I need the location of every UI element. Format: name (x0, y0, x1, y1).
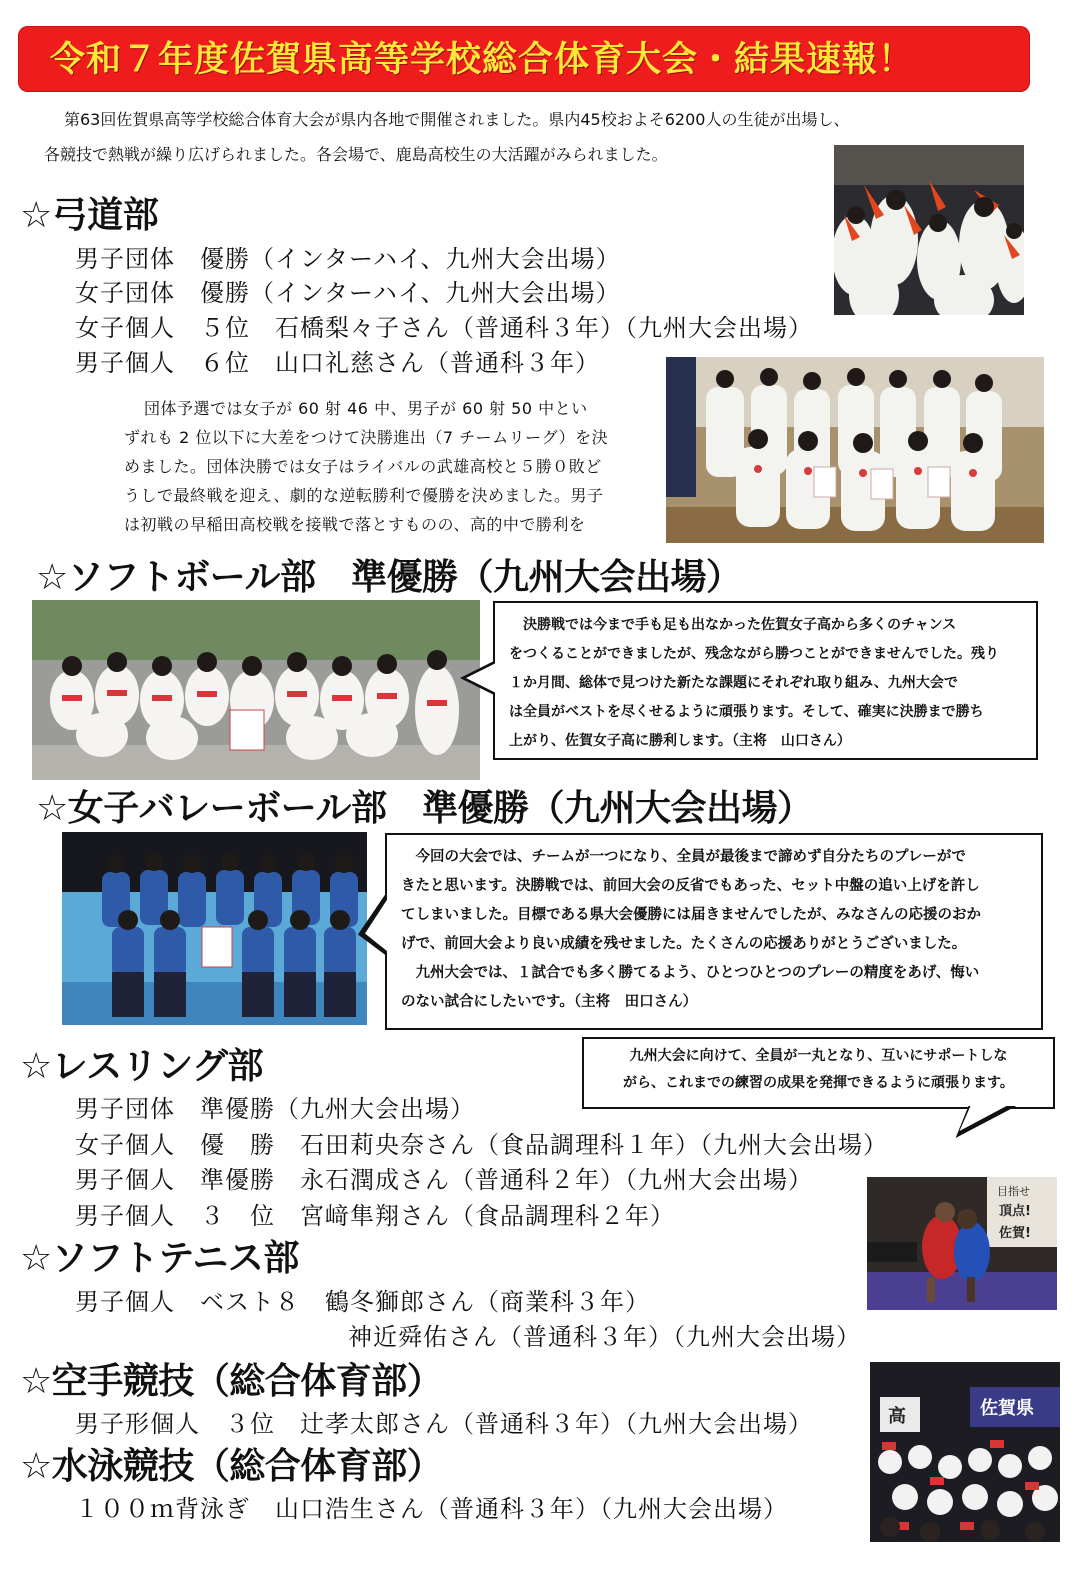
volleyball-comment-3: てしまいました。目標である県大会優勝には届きませんでしたが、みなさんの応援のおか (401, 907, 981, 923)
volleyball-comment-6: のない試合にしたいです。（主将 田口さん） (401, 994, 698, 1010)
kyudo-result-2: 女子団体 優勝（インターハイ、九州大会出場） (75, 279, 621, 307)
swimming-result-1: １００ｍ背泳ぎ 山口浩生さん（普通科３年）（九州大会出場） (75, 1495, 788, 1523)
wrestling-result-1: 男子団体 準優勝（九州大会出場） (75, 1095, 475, 1123)
kyudo-result-4: 男子個人 ６位 山口礼慈さん（普通科３年） (75, 349, 600, 377)
softball-comment-3: １か月間、総体で見つけた新たな課題にそれぞれ取り組み、九州大会で (509, 675, 958, 691)
softball-comment-1: 決勝戦では今まで手も足も出なかった佐賀女子高から多くのチャンス (509, 617, 957, 633)
wrestling-result-2: 女子個人 優 勝 石田莉央奈さん（食品調理科１年）（九州大会出場） (75, 1131, 888, 1159)
cheering-crowd-photo (834, 145, 1024, 315)
softball-comment-bubble (493, 601, 1038, 760)
sign-line-2: 頂点! (999, 1204, 1031, 1219)
intro-line-1: 第63回佐賀県高等学校総合体育大会が県内各地で開催されました。県内45校およそ6200人の生徒が出場し、 (64, 110, 850, 129)
wrestling-comment-bubble (582, 1037, 1055, 1109)
banner-text-1: 佐賀県 (980, 1398, 1034, 1419)
kyudo-result-3: 女子個人 ５位 石橋梨々子さん（普通科３年）（九州大会出場） (75, 314, 813, 342)
banner-text-2: 高 (888, 1406, 906, 1427)
sign-line-3: 佐賀! (999, 1226, 1031, 1241)
softball-heading: ☆ソフトボール部 準優勝（九州大会出場） (36, 557, 742, 598)
softtennis-result-1: 男子個人 ベスト８ 鶴冬獅郎さん（商業科３年） (75, 1288, 650, 1316)
softball-comment-2: をつくることができましたが、残念ながら勝つことができませんでした。残り (509, 646, 999, 662)
softball-comment-5: 上がり、佐賀女子高に勝利します。（主将 山口さん） (509, 733, 851, 749)
kyudo-para-4: うしで最終戦を迎え、劇的な逆転勝利で優勝を決めました。男子 (124, 486, 604, 505)
softball-team-photo (32, 600, 480, 780)
volleyball-comment-1: 今回の大会では、チームが一つになり、全員が最後まで諦めず自分たちのプレーがで (401, 849, 966, 865)
swimming-heading: ☆水泳競技（総合体育部） (20, 1446, 443, 1487)
softtennis-result-2: 神近舜佑さん（普通科３年）（九州大会出場） (348, 1323, 861, 1351)
volleyball-bubble-tail-fill (365, 888, 395, 969)
kyudo-para-5: は初戦の早稲田高校戦を接戦で落とすものの、高的中で勝利を (124, 515, 586, 534)
kyudo-team-photo (666, 357, 1044, 543)
wrestling-result-4: 男子個人 ３ 位 宮﨑隼翔さん（食品調理科２年） (75, 1202, 675, 1230)
volleyball-comment-2: きたと思います。決勝戦では、前回大会の反省でもあった、セット中盤の追い上げを許し (401, 878, 980, 894)
volleyball-comment-bubble (385, 833, 1043, 1030)
softball-comment-4: は全員がベストを尽くせるように頑張ります。そして、確実に決勝まで勝ち (509, 704, 984, 720)
softtennis-heading: ☆ソフトテニス部 (20, 1238, 299, 1279)
intro-line-2: 各競技で熱戦が繰り広げられました。各会場で、鹿島高校生の大活躍がみられました。 (44, 145, 668, 164)
supporters-photo (870, 1362, 1060, 1542)
kyudo-result-1: 男子団体 優勝（インターハイ、九州大会出場） (75, 245, 621, 273)
kyudo-para-2: ずれも 2 位以下に大差をつけて決勝進出（7 チームリーグ）を決 (124, 428, 609, 447)
wrestling-match-photo (867, 1177, 1057, 1310)
wrestling-result-3: 男子個人 準優勝 永石潤成さん（普通科２年）（九州大会出場） (75, 1166, 813, 1194)
sign-line-1: 目指せ (997, 1185, 1030, 1198)
volleyball-comment-5: 九州大会では、１試合でも多く勝てるよう、ひとつひとつのプレーの精度をあげ、悔い (401, 965, 980, 981)
kyudo-para-1: 団体予選では女子が 60 射 46 中、男子が 60 射 50 中とい (144, 399, 588, 418)
wrestling-comment-2: がら、これまでの練習の成果を発揮できるように頑張ります。 (623, 1075, 1014, 1091)
page-title: 令和７年度佐賀県高等学校総合体育大会・結果速報！ (50, 40, 915, 80)
kyudo-para-3: めました。団体決勝では女子はライバルの武雄高校と５勝０敗ど (124, 457, 602, 476)
wrestling-comment-1: 九州大会に向けて、全員が一丸となり、互いにサポートしな (629, 1048, 1008, 1064)
volleyball-heading: ☆女子バレーボール部 準優勝（九州大会出場） (36, 788, 813, 829)
volleyball-team-photo (62, 832, 367, 1025)
softball-bubble-tail-fill (466, 663, 496, 693)
karate-heading: ☆空手競技（総合体育部） (20, 1361, 443, 1402)
kyudo-heading: ☆弓道部 (20, 195, 159, 236)
volleyball-comment-4: げで、前回大会より良い成績を残せました。たくさんの応援ありがとうございました。 (401, 936, 967, 952)
wrestling-heading: ☆レスリング部 (20, 1046, 263, 1087)
karate-result-1: 男子形個人 ３位 辻孝太郎さん（普通科３年）（九州大会出場） (75, 1410, 813, 1438)
